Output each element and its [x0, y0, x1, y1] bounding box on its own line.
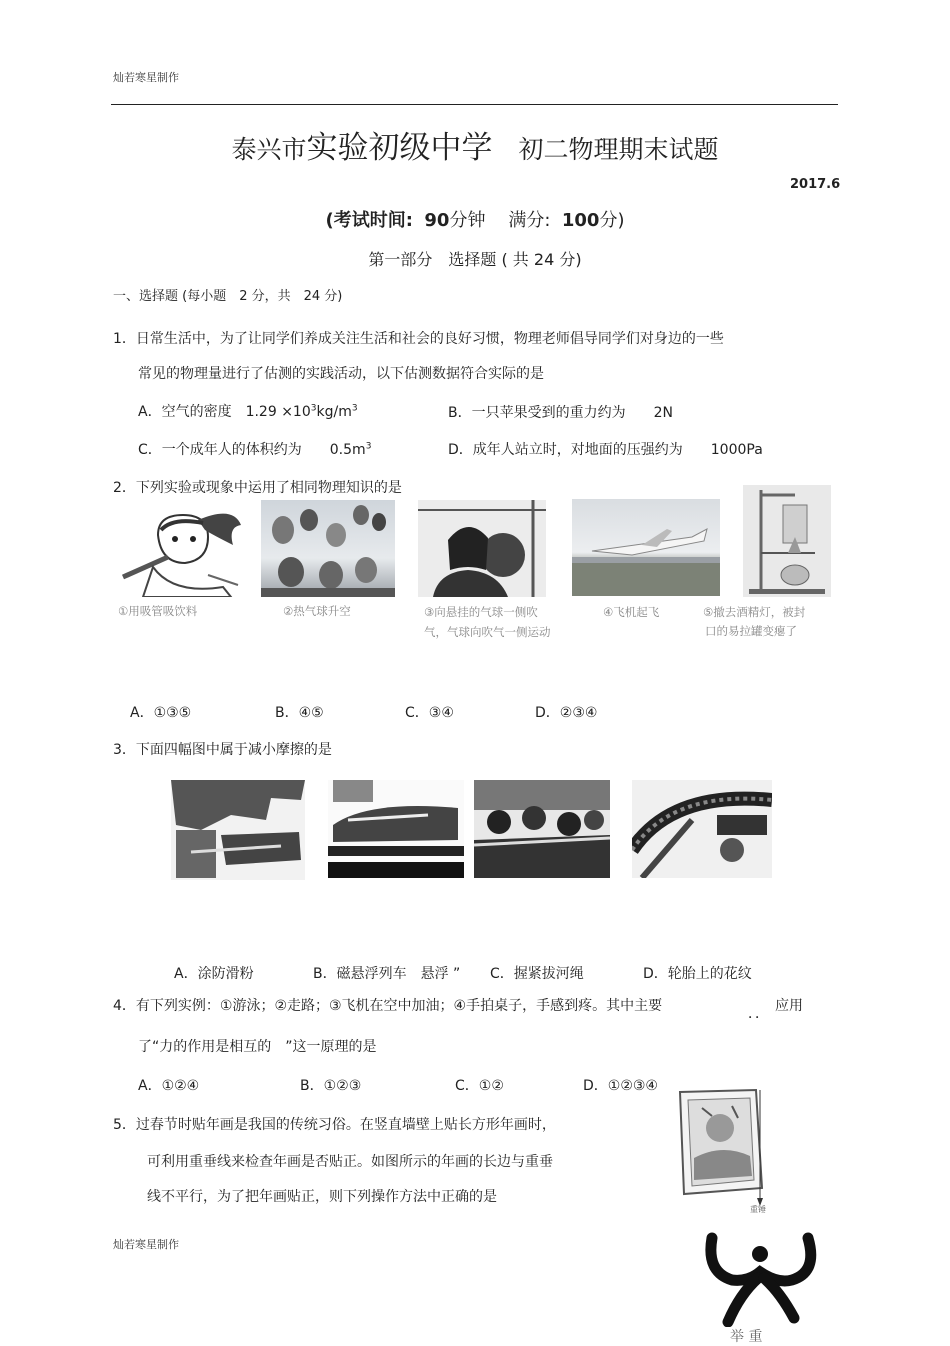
q5-stem-line2: 可利用重垂线来检查年画是否贴正。如图所示的年画的长边与重垂 — [147, 1154, 553, 1170]
q2-option-a: A．①③⑤ — [130, 705, 192, 721]
q3-option-b: B．磁悬浮列车 悬浮 ” — [313, 966, 461, 982]
q1-option-b: B．一只苹果受到的重力约为 2N — [448, 405, 673, 421]
q4-option-c: C．①② — [455, 1078, 504, 1094]
q2-option-c: C．③④ — [405, 705, 454, 721]
q2-caption-4: ④飞机起飞 — [603, 605, 660, 619]
q2-caption-3b: 气，气球向吹气一侧运动 — [424, 625, 551, 639]
q4-option-b: B．①②③ — [300, 1078, 362, 1094]
q2-image-hot-air-balloons — [261, 500, 395, 597]
q5-stem-line3: 线不平行，为了把年画贴正，则下列操作方法中正确的是 — [147, 1189, 497, 1205]
exam-date: 2017.6 — [790, 177, 841, 192]
weightlifting-pictogram-icon — [700, 1232, 820, 1327]
q2-option-d: D．②③④ — [535, 705, 598, 721]
q5-image-new-year-picture — [672, 1088, 784, 1218]
q2-caption-5a: ⑤撤去酒精灯，被封 — [703, 605, 806, 619]
q3-option-a: A．涂防滑粉 — [174, 966, 254, 982]
q4-stem-line1: 4．有下列实例：①游泳；②走路；③飞机在空中加油；④手拍桌子，手感到疼。其中主要 — [113, 998, 663, 1014]
q2-caption-1: ①用吸管吸饮料 — [118, 604, 198, 618]
exam-info: (考试时间: 90分钟 满分: 100分) — [325, 210, 625, 231]
q1-option-a: A．空气的密度 $1.29 \times 10^3kg/m^3$ — [138, 403, 358, 420]
q2-stem: 2．下列实验或现象中运用了相同物理知识的是 — [113, 480, 402, 496]
q1-stem-line2: 常见的物理量进行了估测的实践活动，以下估测数据符合实际的是 — [138, 366, 544, 382]
q2-caption-3a: ③向悬挂的气球一侧吹 — [424, 605, 538, 619]
q1-option-d: D．成年人站立时，对地面的压强约为 1000Pa — [448, 442, 763, 458]
page-title: 泰兴市实验初级中学 初二物理期末试题 — [231, 130, 719, 166]
q4-stem-line2: 了“力的作用是相互的 ”这一原理的是 — [138, 1039, 377, 1055]
footer-watermark: 灿若寒星制作 — [113, 1238, 179, 1251]
q4-option-d: D．①②③④ — [583, 1078, 658, 1094]
q3-option-d: D．轮胎上的花纹 — [643, 966, 752, 982]
q2-option-b: B．④⑤ — [275, 705, 324, 721]
q3-stem: 3．下面四幅图中属于减小摩擦的是 — [113, 742, 332, 758]
q1-stem-line1: 1．日常生活中，为了让同学们养成关注生活和社会的良好习惯，物理老师倡导同学们对身边的一些 — [113, 331, 724, 347]
q3-image-tug-of-war — [474, 780, 610, 878]
header-watermark: 灿若寒星制作 — [113, 71, 179, 84]
q3-image-bicycle-tire — [632, 780, 772, 878]
q5-stem-line1: 5．过春节时贴年画是我国的传统习俗。在竖直墙壁上贴长方形年画时， — [113, 1117, 556, 1133]
q4-emphasis-dots: ．． — [748, 1006, 769, 1022]
q1-option-c: C．一个成年人的体积约为 $0.5m^3$ — [138, 441, 372, 458]
header-rule — [111, 104, 838, 105]
part-heading: 第一部分 选择题 ( 共 24 分) — [368, 250, 582, 269]
q3-image-maglev-train — [328, 780, 464, 878]
q2-caption-5b: 口的易拉罐变瘪了 — [705, 624, 797, 638]
section-heading: 一、选择题 (每小题 2 分，共 24 分) — [113, 289, 343, 304]
plumb-line-label: 重锤 — [750, 1205, 766, 1214]
pictogram-caption: 举 重 — [730, 1329, 763, 1345]
q2-caption-2: ②热气球升空 — [283, 604, 351, 618]
q2-image-straw-girl — [113, 505, 253, 597]
q4-stem-line1-end: 应用 — [775, 998, 803, 1014]
q3-image-gymnast — [171, 780, 305, 880]
q2-image-balloon-girl — [418, 500, 546, 597]
q2-image-can-experiment — [743, 485, 831, 597]
q3-option-c: C．握紧拔河绳 — [490, 966, 584, 982]
q4-option-a: A．①②④ — [138, 1078, 200, 1094]
q2-image-airplane-takeoff — [572, 499, 720, 596]
